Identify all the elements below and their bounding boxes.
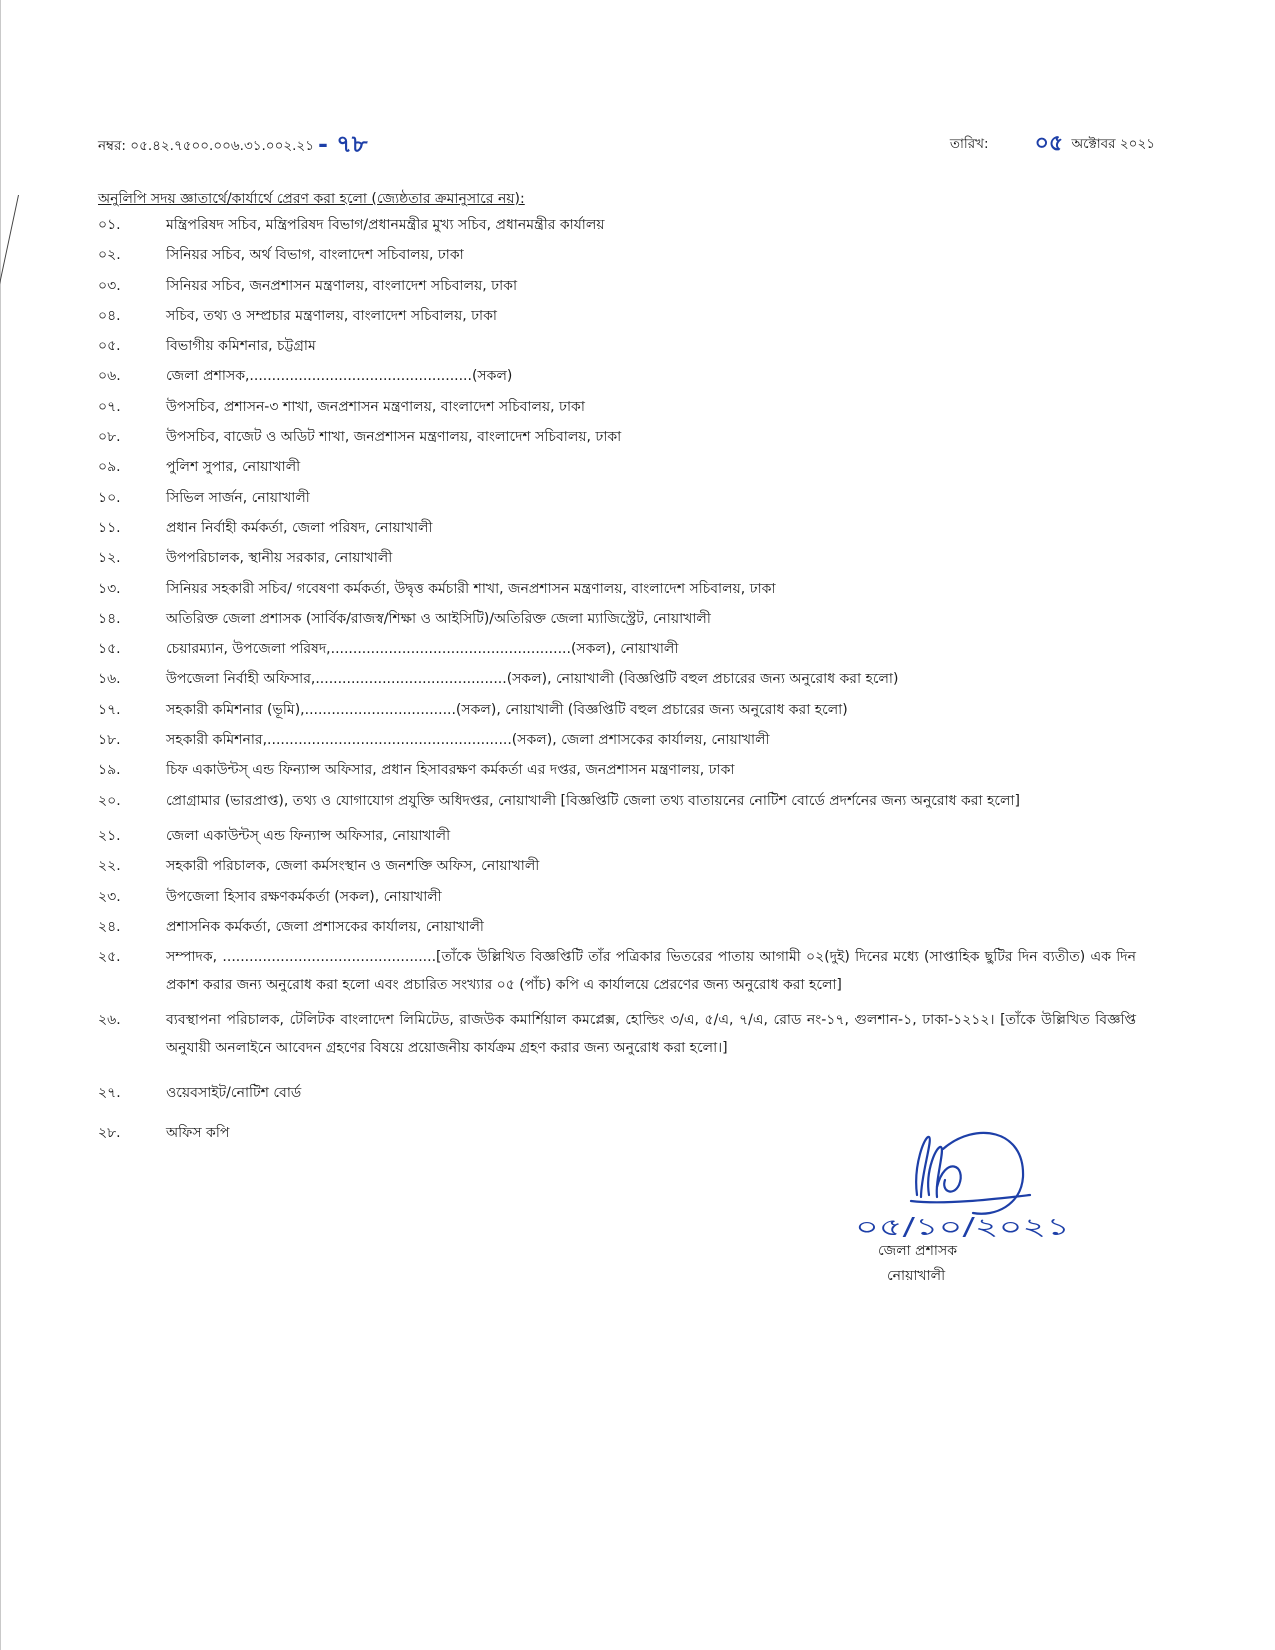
item-text: অফিস কপি xyxy=(166,1125,230,1142)
item-text: উপজেলা নির্বাহী অফিসার,...........................................(সকল), নোয়াখালী (বিজ্ঞপ্তিটি বহুল প্রচারের জন্য অনুরোধ করা হলো) xyxy=(166,671,899,688)
list-item xyxy=(98,337,1136,355)
item-text: সহকারী কমিশনার (ভূমি),..................................(সকল), নোয়াখালী (বিজ্ঞপ্তিটি বহুল প্রচারের জন্য অনুরোধ করা হলো) xyxy=(166,701,848,718)
item-text: চিফ একাউন্টস্ এন্ড ফিন্যান্স অফিসার, প্রধান হিসাবরক্ষণ কর্মকর্তা এর দপ্তর, জনপ্রশাসন মন্ত্রণালয়, ঢাকা xyxy=(166,762,735,779)
item-text: সিনিয়র সচিব, অর্থ বিভাগ, বাংলাদেশ সচিবালয়, ঢাকা xyxy=(166,247,464,264)
list-item xyxy=(98,307,1136,325)
item-text: অতিরিক্ত জেলা প্রশাসক (সার্বিক/রাজস্ব/শিক্ষা ও আইসিটি)/অতিরিক্ত জেলা ম্যাজিস্ট্রেট, নোয়াখালী xyxy=(166,610,711,627)
list-item xyxy=(98,701,1136,719)
item-text: সহকারী পরিচালক, জেলা কর্মসংস্থান ও জনশক্তি অফিস, নোয়াখালী xyxy=(166,858,540,875)
memo-handwritten-suffix: - ৭৮ xyxy=(317,129,368,158)
item-text: সহকারী কমিশনার,.......................................................(সকল), জেলা প্রশাসকের কার্যালয়, নোয়াখালী xyxy=(166,732,770,749)
item-text: জেলা একাউন্টস্ এন্ড ফিন্যান্স অফিসার, নোয়াখালী xyxy=(166,827,451,844)
signature-date: ০৫/১০/২০২১ xyxy=(855,1213,1070,1241)
item-text: উপপরিচালক, স্থানীয় সরকার, নোয়াখালী xyxy=(166,550,393,567)
copy-distribution-heading: অনুলিপি সদয় জ্ঞাতার্থে/কার্যার্থে প্রেরণ করা হলো (জ্যেষ্ঠতার ক্রমানুসারে নয়): xyxy=(98,191,525,207)
item-number: ১৩. xyxy=(98,580,121,597)
item-number: ২১. xyxy=(98,827,121,844)
list-item xyxy=(98,489,1136,507)
item-number: ১২. xyxy=(98,550,121,567)
item-number: ২৪. xyxy=(98,918,121,935)
list-item xyxy=(98,857,1136,875)
item-number: ১৫. xyxy=(98,641,121,658)
signature-stroke xyxy=(937,1166,961,1191)
list-item xyxy=(98,367,1136,385)
item-text: ব্যবস্থাপনা পরিচালক, টেলিটক বাংলাদেশ লিমিটেড, রাজউক কমার্শিয়াল কমপ্লেক্স, হোল্ডিং ৩/এ, ৫/এ, ৭/এ, রোড নং-১৭, গুলশান-১, ঢাকা-১২১২। [তাঁকে উল্লিখিত বিজ্ঞপ্তি অনুযায়ী অনলাইনে আবেদন গ্রহণের বিষয়ে প্রয়োজনীয় কার্যক্রম গ্রহণ করার জন্য অনুরোধ করা হলো।] xyxy=(166,1012,1136,1057)
item-number: ১০. xyxy=(98,489,121,506)
item-number: ০৩. xyxy=(98,277,121,294)
memo-number xyxy=(98,124,367,164)
memo-label: নম্বর: xyxy=(98,138,126,154)
item-text: বিভাগীয় কমিশনার, চট্টগ্রাম xyxy=(166,338,316,355)
list-item xyxy=(98,670,1136,688)
list-item xyxy=(98,519,1136,537)
list-item xyxy=(98,398,1136,416)
item-number: ০২. xyxy=(98,247,121,264)
item-text: সিনিয়র সচিব, জনপ্রশাসন মন্ত্রণালয়, বাংলাদেশ সচিবালয়, ঢাকা xyxy=(166,277,518,294)
list-item xyxy=(98,640,1136,658)
scan-mark xyxy=(0,195,19,285)
list-item xyxy=(98,428,1136,446)
item-number: ১১. xyxy=(98,519,121,536)
item-number: ১৭. xyxy=(98,701,121,718)
item-text: চেয়ারম্যান, উপজেলা পরিষদ,......................................................(সকল), নোয়াখালী xyxy=(166,641,679,658)
list-item xyxy=(98,731,1136,749)
item-number: ২৭. xyxy=(98,1085,121,1102)
signature-stroke xyxy=(928,1147,942,1197)
list-item xyxy=(98,1084,1136,1102)
item-text: সিভিল সার্জন, নোয়াখালী xyxy=(166,489,310,506)
item-text: সম্পাদক, ................................................[তাঁকে উল্লিখিত বিজ্ঞপ্তিটি তাঁর পত্রিকার ভিতরের পাতায় আগামী ০২(দুই) দিনের মধ্যে (সাপ্তাহিক ছুটির দিন ব্যতীত) এক দিন প্রকাশ করার জন্য অনুরোধ করা হলো এবং প্রচারিত সংখ্যার ০৫ (পাঁচ) কপি এ কার্যালয়ে প্রেরণের জন্য অনুরোধ করা হলো] xyxy=(166,949,1136,994)
item-number: ২৩. xyxy=(98,888,121,905)
item-number: ২০. xyxy=(98,792,121,809)
item-text: উপসচিব, বাজেট ও অডিট শাখা, জনপ্রশাসন মন্ত্রণালয়, বাংলাদেশ সচিবালয়, ঢাকা xyxy=(166,429,622,446)
item-number: ২৬. xyxy=(98,1012,121,1029)
list-item xyxy=(98,610,1136,628)
date-month-year: অক্টোবর ২০২১ xyxy=(1071,136,1155,152)
list-item xyxy=(98,277,1136,295)
item-text: জেলা প্রশাসক,..................................................(সকল) xyxy=(166,368,513,385)
item-number: ০১. xyxy=(98,217,121,233)
item-number: ০৯. xyxy=(98,459,121,476)
item-text: প্রোগ্রামার (ভারপ্রাপ্ত), তথ্য ও যোগাযোগ প্রযুক্তি অধিদপ্তর, নোয়াখালী [বিজ্ঞপ্তিটি জেলা তথ্য বাতায়নের নোটিশ বোর্ডে প্রদর্শনের জন্য অনুরোধ করা হলো] xyxy=(166,792,1020,809)
item-text: ওয়েবসাইট/নোটিশ বোর্ড xyxy=(166,1085,302,1102)
item-text: প্রশাসনিক কর্মকর্তা, জেলা প্রশাসকের কার্যালয়, নোয়াখালী xyxy=(166,918,484,935)
recipient-list xyxy=(98,216,1136,1155)
list-item xyxy=(98,827,1136,845)
list-item xyxy=(98,761,1136,779)
item-number: ২৫. xyxy=(98,949,121,966)
item-number: ০৪. xyxy=(98,307,121,324)
item-number: ২২. xyxy=(98,858,121,875)
item-number: ০৬. xyxy=(98,368,121,385)
list-item xyxy=(98,888,1136,906)
signatory-location: নোয়াখালী xyxy=(887,1268,946,1284)
list-item xyxy=(98,580,1136,598)
item-text: সচিব, তথ্য ও সম্প্রচার মন্ত্রণালয়, বাংলাদেশ সচিবালয়, ঢাকা xyxy=(166,307,497,324)
item-number: ১৪. xyxy=(98,610,121,627)
item-text: মন্ত্রিপরিষদ সচিব, মন্ত্রিপরিষদ বিভাগ/প্রধানমন্ত্রীর মুখ্য সচিব, প্রধানমন্ত্রীর কার্যালয় xyxy=(166,217,605,233)
item-number: ১৯. xyxy=(98,762,121,779)
item-text: প্রধান নির্বাহী কর্মকর্তা, জেলা পরিষদ, নোয়াখালী xyxy=(166,519,433,536)
list-item xyxy=(98,948,1136,999)
memo-number-value: ০৫.৪২.৭৫০০.০০৬.৩১.০০২.২১ xyxy=(130,138,314,154)
item-text: সিনিয়র সহকারী সচিব/ গবেষণা কর্মকর্তা, উদ্বৃত্ত কর্মচারী শাখা, জনপ্রশাসন মন্ত্রণালয়, বাংলাদেশ সচিবালয়, ঢাকা xyxy=(166,580,776,597)
item-number: ১৮. xyxy=(98,732,121,749)
signatory-designation: জেলা প্রশাসক xyxy=(878,1243,957,1259)
document-header xyxy=(98,120,1155,158)
date-label: তারিখ: xyxy=(949,136,989,152)
item-number: ১৬. xyxy=(98,671,121,688)
date-handwritten-day: ০৫ xyxy=(1034,130,1064,156)
list-item xyxy=(98,1011,1136,1062)
item-number: ২৮. xyxy=(98,1125,121,1142)
list-item xyxy=(98,458,1136,476)
list-item xyxy=(98,246,1136,264)
list-item xyxy=(98,792,1136,815)
item-number: ০৮. xyxy=(98,429,121,446)
list-item xyxy=(98,216,1136,234)
list-item xyxy=(98,549,1136,567)
item-text: উপজেলা হিসাব রক্ষণকর্মকর্তা (সকল), নোয়াখালী xyxy=(166,888,442,905)
item-text: উপসচিব, প্রশাসন-৩ শাখা, জনপ্রশাসন মন্ত্রণালয়, বাংলাদেশ সচিবালয়, ঢাকা xyxy=(166,398,585,415)
item-number: ০৫. xyxy=(98,338,121,355)
item-text: পুলিশ সুপার, নোয়াখালী xyxy=(166,459,301,476)
document-date xyxy=(950,124,1155,161)
list-item xyxy=(98,918,1136,936)
item-number: ০৭. xyxy=(98,398,121,415)
